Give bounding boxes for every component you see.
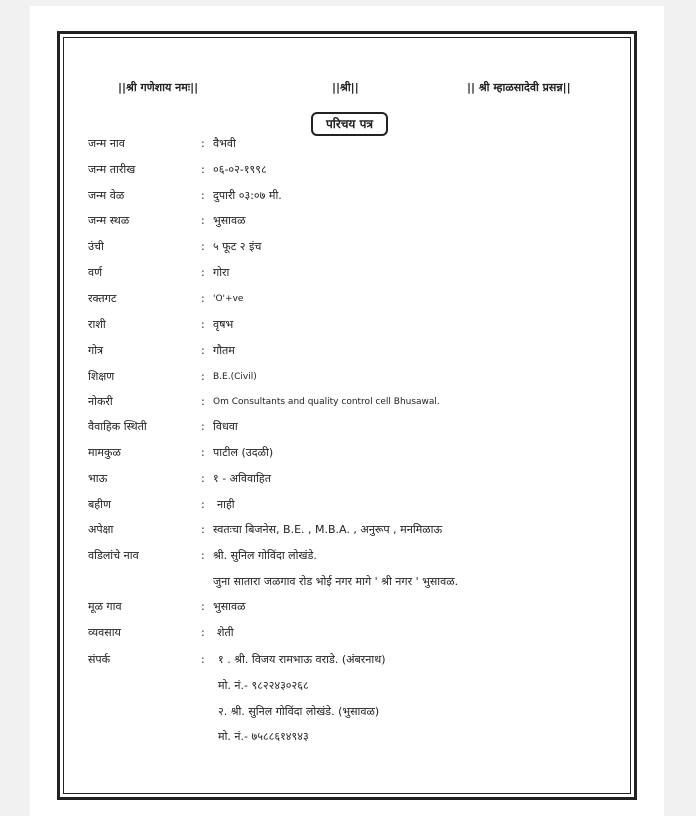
field-separator: : xyxy=(201,318,205,331)
contact-person-2: २. श्री. सुनिल गोविंदा लोखंडे. (भुसावळ) xyxy=(218,705,380,718)
field-label: जन्म वेळ xyxy=(88,189,125,202)
field-separator: : xyxy=(201,137,205,150)
field-value: भुसावळ xyxy=(213,214,246,227)
field-separator: : xyxy=(201,472,205,485)
field-label: अपेक्षा xyxy=(88,523,114,536)
field-separator: : xyxy=(201,626,205,639)
field-value: ५ फूट २ इंच xyxy=(213,240,262,253)
blessing-mhalsadevi: || श्री म्हाळसादेवी प्रसन्न|| xyxy=(467,81,571,94)
field-separator: : xyxy=(201,523,205,536)
field-value: B.E.(Civil) xyxy=(213,372,257,382)
field-value: श्री. सुनिल गोविंदा लोखंडे. xyxy=(213,549,317,562)
field-separator: : xyxy=(201,266,205,279)
field-separator: : xyxy=(201,446,205,459)
field-value: पाटील (उदळी) xyxy=(213,446,274,459)
blessing-shri: ||श्री|| xyxy=(332,81,359,94)
page-border-inner xyxy=(63,37,631,794)
field-label: शिक्षण xyxy=(88,370,115,383)
field-separator: : xyxy=(201,395,205,408)
field-separator: : xyxy=(201,653,205,666)
field-label: वडिलांचे नाव xyxy=(88,549,139,562)
field-value: Om Consultants and quality control cell Bhusawal. xyxy=(213,397,440,407)
field-separator: : xyxy=(201,600,205,613)
field-label: गोत्र xyxy=(88,344,104,357)
field-separator: : xyxy=(201,189,205,202)
field-label: संपर्क xyxy=(88,653,111,666)
field-label: मूळ गाव xyxy=(88,600,122,613)
field-label: वैवाहिक स्थिती xyxy=(88,420,147,433)
field-value: शेती xyxy=(217,626,234,639)
contact-phone-1: मो. नं.- ९८२२४३०२६८ xyxy=(218,679,309,692)
field-separator: : xyxy=(201,420,205,433)
field-separator: : xyxy=(201,240,205,253)
field-value: १ . श्री. विजय रामभाऊ वराडे. (अंबरनाथ) xyxy=(218,653,386,666)
document-title: परिचय पत्र xyxy=(311,112,388,136)
field-value: भुसावळ xyxy=(213,600,246,613)
field-value: दुपारी ०३:०७ मी. xyxy=(213,189,282,202)
field-separator: : xyxy=(201,214,205,227)
field-value: नाही xyxy=(217,498,235,511)
field-label: राशी xyxy=(88,318,106,331)
field-value: वैभवी xyxy=(213,137,236,150)
page-border xyxy=(57,31,637,800)
field-separator: : xyxy=(201,549,205,562)
address-line: जुना सातारा जळगाव रोड भोई नगर मागे ' श्री नगर ' भुसावळ. xyxy=(213,575,459,588)
field-label: जन्म नाव xyxy=(88,137,125,150)
field-separator: : xyxy=(201,292,205,305)
contact-phone-2: मो. नं.- ७५८८६१४९४३ xyxy=(218,730,309,743)
field-value: विधवा xyxy=(213,420,238,433)
field-separator: : xyxy=(201,344,205,357)
field-separator: : xyxy=(201,163,205,176)
field-value: गौतम xyxy=(213,344,235,357)
field-value: स्वतःचा बिजनेस, B.E. , M.B.A. , अनुरूप , मनमिळाऊ xyxy=(213,523,443,536)
field-value: गोरा xyxy=(213,266,230,279)
field-label: रक्तगट xyxy=(88,292,117,305)
field-value: ०६-०२-१९९८ xyxy=(213,163,267,176)
field-value: १ - अविवाहित xyxy=(213,472,271,485)
field-label: जन्म तारीख xyxy=(88,163,136,176)
field-label: वर्ण xyxy=(88,266,103,279)
field-value: वृषभ xyxy=(213,318,234,331)
field-label: उंची xyxy=(88,240,104,253)
field-label: बहीण xyxy=(88,498,111,511)
field-label: भाऊ xyxy=(88,472,108,485)
field-value: 'O'+ve xyxy=(213,294,244,304)
field-label: व्यवसाय xyxy=(88,626,121,639)
field-label: मामकुळ xyxy=(88,446,121,459)
blessing-ganesh: ||श्री गणेशाय नमः|| xyxy=(118,81,199,94)
field-separator: : xyxy=(201,370,205,383)
field-label: नोकरी xyxy=(88,395,113,408)
field-label: जन्म स्थळ xyxy=(88,214,130,227)
field-separator: : xyxy=(201,498,205,511)
